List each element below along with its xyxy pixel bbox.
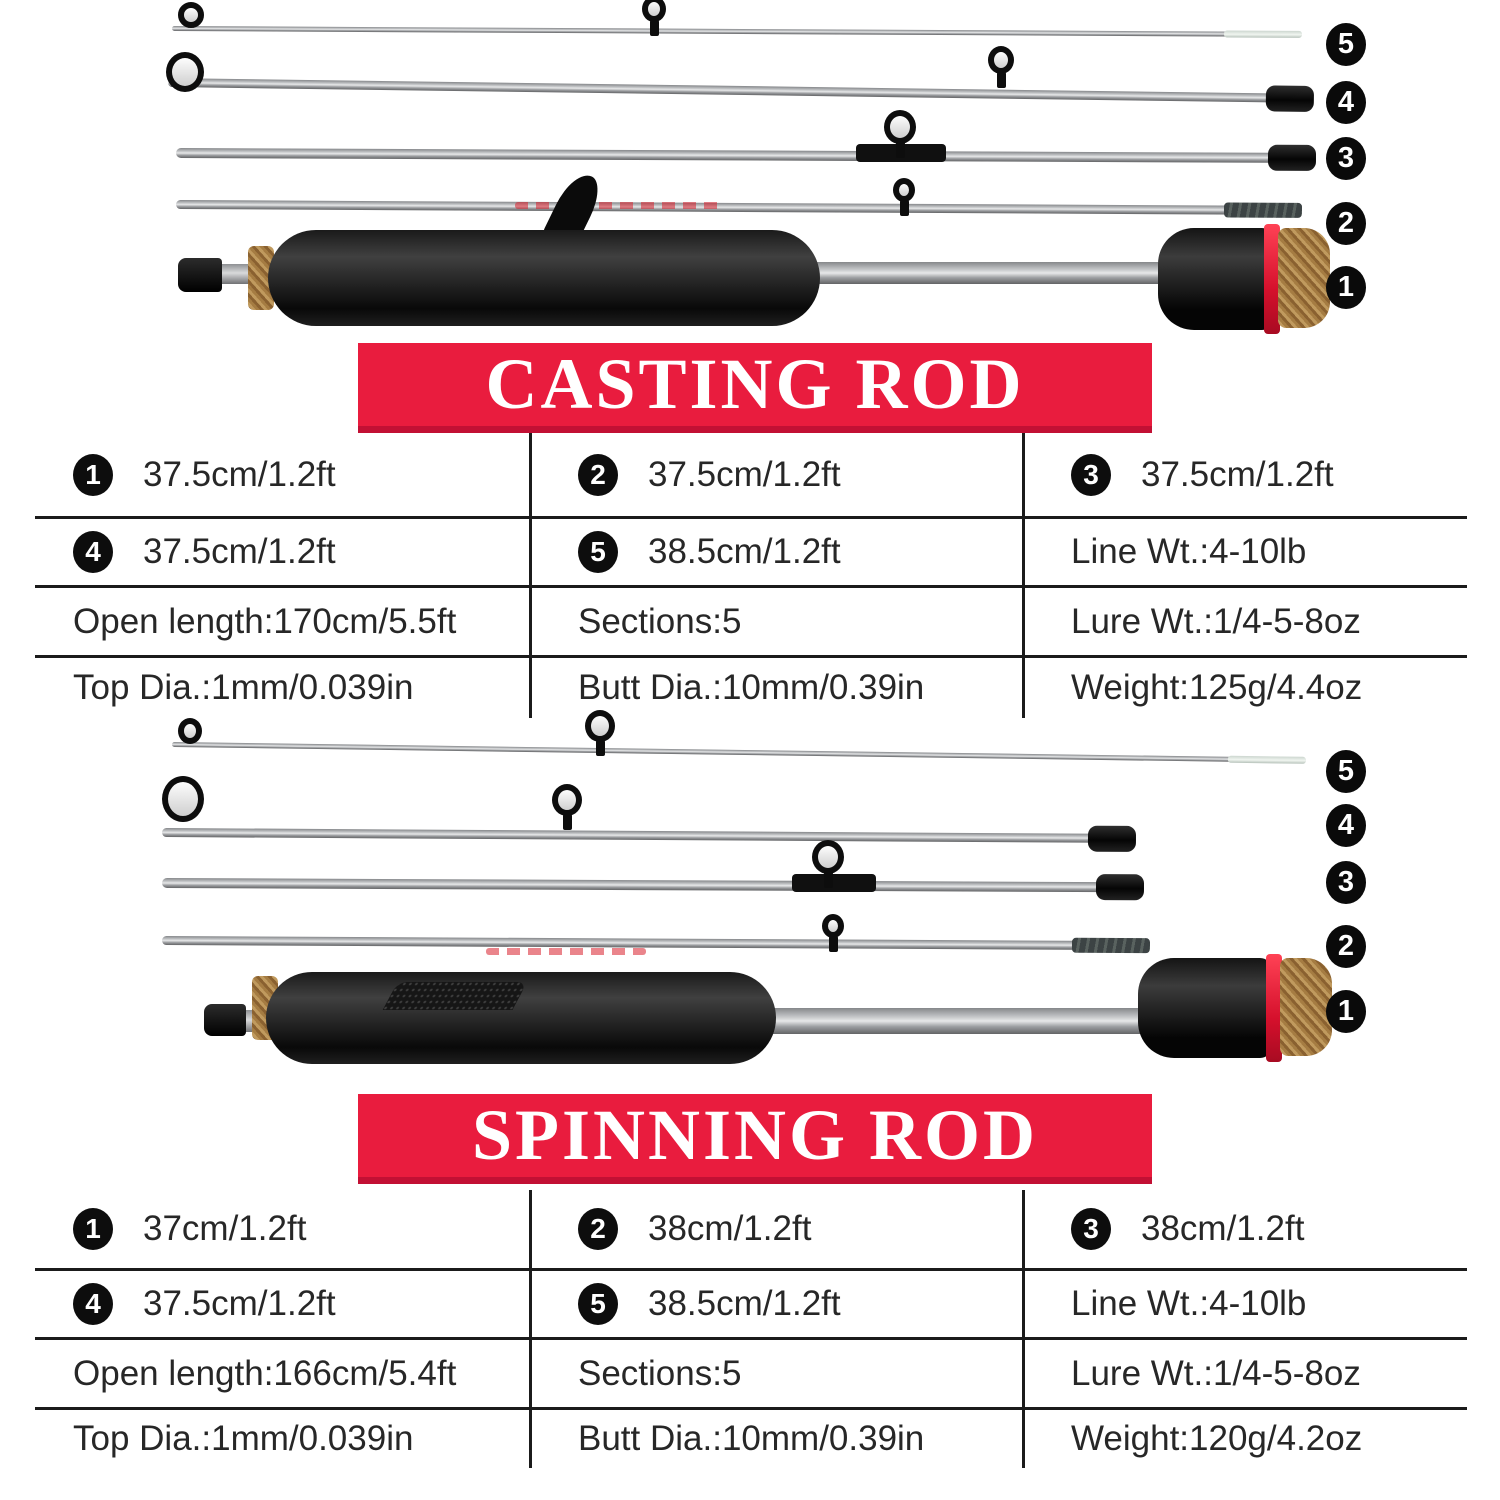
section-number-badge: 4 (73, 531, 113, 573)
cork-butt-cap (1280, 958, 1332, 1056)
section-number-badge: 2 (578, 454, 618, 496)
spec-cell: 2 37.5cm/1.2ft (532, 433, 1025, 516)
spinning-rod-section-2-blank (162, 936, 1150, 950)
section-1-badge: 1 (1326, 266, 1366, 309)
spec-cell: Weight:120g/4.2oz (1071, 1419, 1363, 1458)
rod-tip-carbon (1224, 202, 1302, 217)
reel-seat-hood (383, 982, 528, 1010)
spec-cell: Open length:166cm/5.4ft (73, 1353, 457, 1393)
section-2-badge: 2 (1326, 202, 1366, 245)
table-row (35, 1190, 1467, 1268)
spec-cell: Weight:125g/4.4oz (1071, 668, 1363, 707)
banner-title: SPINNING ROD (471, 1095, 1039, 1175)
red-print-marking (486, 948, 646, 955)
butt-knob (1138, 958, 1272, 1058)
rod-guide (178, 718, 202, 744)
spec-cell: 4 37.5cm/1.2ft (35, 1271, 532, 1337)
rod-tip-white (1224, 31, 1302, 38)
casting-rod-banner (358, 343, 1152, 433)
section-number-badge: 1 (73, 454, 113, 496)
rod-guide (642, 0, 666, 36)
rod-tip-white (1228, 756, 1306, 764)
butt-knob (1158, 228, 1274, 330)
spinning-rod-section-4-blank (162, 828, 1132, 843)
spec-cell: Lure Wt.:1/4-5-8oz (1071, 601, 1361, 641)
rod-guide (585, 710, 615, 756)
spec-cell: 1 37cm/1.2ft (35, 1190, 532, 1268)
spec-cell: 1 37.5cm/1.2ft (35, 433, 532, 516)
spinning-rod-figure (0, 720, 1500, 1094)
butt-cap (1088, 826, 1136, 852)
spinning-rod-section-5-blank (172, 742, 1306, 763)
column-divider (529, 433, 532, 718)
rod-guide (988, 46, 1014, 88)
section-number-badge: 2 (578, 1208, 618, 1250)
spec-cell: Sections:5 (578, 1353, 742, 1393)
spinning-rod-section-1-blank (760, 1008, 1150, 1034)
section-4-badge: 4 (1326, 804, 1366, 847)
table-row (35, 655, 1467, 718)
section-number-badge: 3 (1071, 1208, 1111, 1250)
casting-spec-table (35, 433, 1467, 718)
spec-cell: Butt Dia.:10mm/0.39in (578, 1419, 925, 1458)
table-row (35, 585, 1467, 655)
section-number-badge: 3 (1071, 454, 1111, 496)
spinning-rod-section-3-blank (162, 878, 1140, 892)
section-3-badge: 3 (1326, 137, 1366, 180)
butt-cap (1096, 874, 1144, 900)
spec-cell: 5 38.5cm/1.2ft (532, 1271, 1025, 1337)
spec-cell: 3 38cm/1.2ft (1025, 1190, 1467, 1268)
spec-cell: Top Dia.:1mm/0.039in (73, 1419, 414, 1458)
section-number-badge: 1 (73, 1208, 113, 1250)
spec-cell: Butt Dia.:10mm/0.39in (578, 668, 925, 707)
spec-cell: 3 37.5cm/1.2ft (1025, 433, 1467, 516)
casting-rod-figure (0, 0, 1500, 343)
rod-tip-carbon (1072, 938, 1150, 953)
section-number-badge: 5 (578, 531, 618, 573)
handle-front-cap (178, 258, 222, 292)
spec-cell: Line Wt.:4-10lb (1071, 532, 1307, 571)
table-row (35, 1268, 1467, 1337)
section-4-badge: 4 (1326, 81, 1366, 124)
spinning-rod-banner (358, 1094, 1152, 1184)
section-number-badge: 4 (73, 1283, 113, 1325)
handle-front-cap (204, 1004, 246, 1036)
cork-butt-cap (1278, 228, 1330, 328)
eva-grip (268, 230, 820, 326)
rod-guide (822, 914, 844, 952)
spec-cell: 4 37.5cm/1.2ft (35, 519, 532, 585)
spinning-spec-table (35, 1190, 1467, 1468)
table-row (35, 433, 1467, 516)
section-3-badge: 3 (1326, 861, 1366, 904)
section-2-badge: 2 (1326, 925, 1366, 968)
spec-cell: Open length:170cm/5.5ft (73, 601, 457, 641)
casting-rod-section-3-blank (176, 148, 1312, 163)
rod-guide (812, 840, 844, 888)
spec-cell: Line Wt.:4-10lb (1071, 1284, 1307, 1323)
spec-cell: Lure Wt.:1/4-5-8oz (1071, 1353, 1361, 1393)
banner-title: CASTING ROD (485, 344, 1025, 424)
column-divider (1022, 1190, 1025, 1468)
butt-cap (1268, 145, 1316, 171)
table-row (35, 1337, 1467, 1407)
rod-guide (162, 776, 204, 822)
section-1-badge: 1 (1326, 990, 1366, 1033)
spec-cell: 5 38.5cm/1.2ft (532, 519, 1025, 585)
section-number-badge: 5 (578, 1283, 618, 1325)
rod-guide (178, 2, 204, 28)
rod-guide (552, 784, 582, 830)
section-5-badge: 5 (1326, 23, 1366, 66)
casting-rod-section-2-blank (176, 200, 1302, 215)
spec-cell: 2 38cm/1.2ft (532, 1190, 1025, 1268)
spec-cell: Top Dia.:1mm/0.039in (73, 668, 414, 707)
column-divider (1022, 433, 1025, 718)
butt-cap (1266, 85, 1314, 112)
table-row (35, 1407, 1467, 1468)
spec-cell: Sections:5 (578, 601, 742, 641)
red-print-marking (515, 202, 720, 209)
casting-rod-section-4-blank (168, 78, 1310, 103)
rod-guide (166, 52, 204, 92)
rod-guide (893, 178, 915, 216)
column-divider (529, 1190, 532, 1468)
section-5-badge: 5 (1326, 750, 1366, 793)
rod-guide (884, 110, 916, 158)
table-row (35, 516, 1467, 585)
casting-rod-section-5-blank (172, 26, 1302, 37)
